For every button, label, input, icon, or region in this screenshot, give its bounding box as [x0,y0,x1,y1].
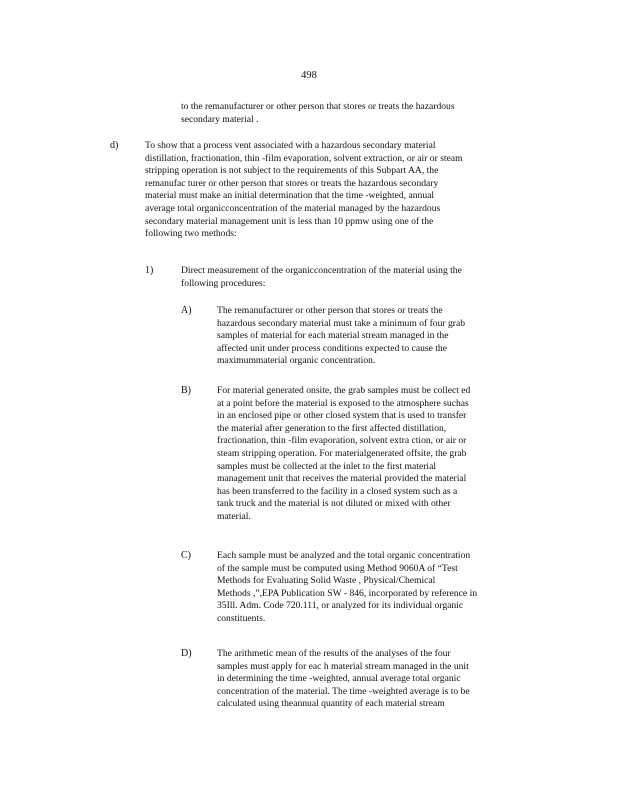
text-line: steam stripping operation. For materialgenerated offsite, the grab [217,447,467,459]
text-line: calculated using theannual quantity of each material stream [217,698,445,710]
text-line: samples of material for each material stream managed in the [217,330,449,342]
text-line: following procedures: [181,277,266,289]
text-line: To show that a process vent associated with a hazardous secondary material [145,140,436,151]
text-line: constituents. [217,612,266,624]
text-line: the material after generation to the first affected distillation, [217,422,447,434]
text-line: in an enclosed pipe or other closed system that is used to transfer [217,410,467,422]
text-line: material must make an initial determination that the time -weighted, annual [145,190,435,202]
text-line: following two methods: [145,228,237,240]
text-line: tank truck and the material is not diluted or mixed with other [217,498,451,510]
intro-paragraph [181,101,455,126]
text-line: The arithmetic mean of the results of the analyses of the four [217,648,451,659]
text-line: to the remanufacturer or other person that stores or treats the hazardous [181,101,455,112]
item-label-1: 1) [145,265,154,276]
text-line: Methods for Evaluating Solid Waste , Physical/Chemical [217,575,436,587]
text-line: distillation, fractionation, thin -film evaporation, solvent extraction, or air or steam [145,152,463,164]
subitem-c-paragraph [217,550,477,626]
subitem-label-b: B) [181,385,191,396]
subitem-label-d: D) [181,648,192,659]
section-label-d: d) [110,140,119,151]
text-line: The remanufacturer or other person that stores or treats the [217,305,443,316]
text-line: samples must be collected at the inlet to the first material [217,460,436,472]
subitem-label-a: A) [181,305,192,316]
text-line: secondary material . [181,113,259,125]
text-line: samples must apply for eac h material stream managed in the unit [217,660,469,672]
text-line: remanufac turer or other person that stores or treats the hazardous secondary [145,177,439,189]
text-line: affected unit under process conditions expected to cause the [217,342,447,354]
subitem-b-paragraph [217,385,470,524]
text-line: hazardous secondary material must take a minimum of four grab [217,317,466,329]
section-d-paragraph [145,140,463,241]
text-line: Methods ,”,EPA Publication SW - 846, incorporated by reference in [217,587,478,599]
text-line: stripping operation is not subject to the requirements of this Subpart AA, the [145,165,439,177]
text-line: concentration of the material. The time -weighted average is to be [217,685,470,697]
text-line: of the sample must be computed using Method 9060A of “Test [217,562,458,574]
text-line: Each sample must be analyzed and the total organic concentration [217,550,471,561]
text-line: fractionation, thin -film evaporation, solvent extra ction, or air or [217,435,467,447]
text-line: maximummaterial organic concentration. [217,355,376,367]
text-line: has been transferred to the facility in a closed system such as a [217,485,458,497]
item-1-paragraph [181,265,462,290]
subitem-d-paragraph [217,648,470,711]
subitem-a-paragraph [217,305,465,368]
text-line: 35Ill. Adm. Code 720.111, or analyzed for its individual organic [217,600,464,612]
text-line: average total organicconcentration of the material managed by the hazardous [145,202,441,214]
text-line: material. [217,510,251,522]
text-line: in determining the time -weighted, annual average total organic [217,673,461,685]
page-number: 498 [301,70,317,81]
subitem-label-c: C) [181,550,191,561]
text-line: For material generated onsite, the grab samples must be collect ed [217,385,471,396]
text-line: at a point before the material is exposed to the atmosphere suchas [217,397,469,409]
text-line: management unit that receives the material provided the material [217,473,467,485]
text-line: secondary material management unit is less than 10 ppmw using one of the [145,215,434,227]
text-line: Direct measurement of the organicconcentration of the material using the [181,265,462,276]
